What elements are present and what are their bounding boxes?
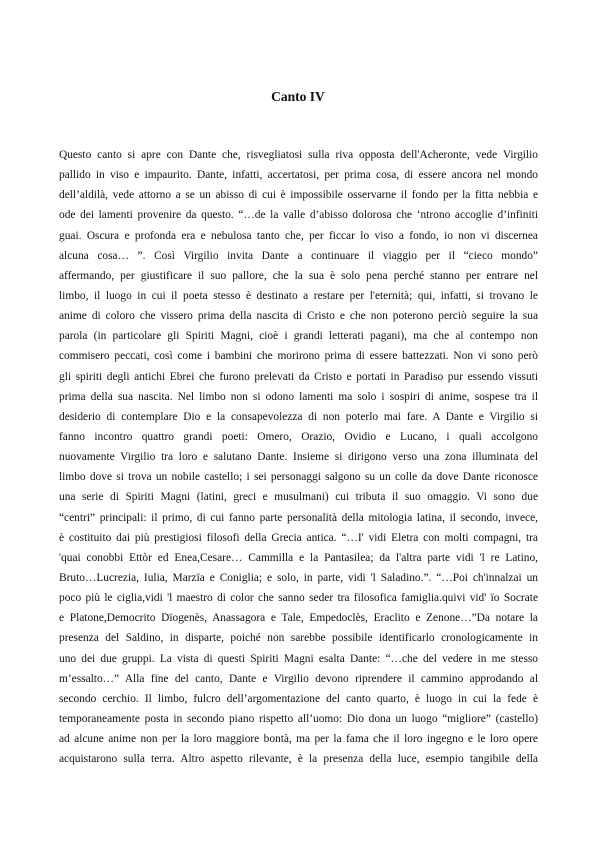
text-line: pallido in viso e impaurito. Dante, infatti, accertatosi, per prima cosa, di essere ancora nel mondo [59, 169, 538, 182]
text-line: m’essalto…” Alla fine del canto, Dante e Virgilio devono riprendere il cammino approdando al [59, 672, 538, 685]
text-line: nuovamente Virgilio tra loro e salutano Dante. Insieme si dirigono verso una zona illuminata del [59, 451, 538, 464]
text-line: secondo cerchio. Il limbo, fulcro dell’argomentazione del canto quarto, è luogo in cui la fede è [59, 692, 538, 705]
text-line: poco più le ciglia,vidi 'l maestro di color che sanno seder tra filosofica famiglia.quivi vid' ïo Socrate [59, 592, 538, 605]
text-line: è costituito dai più prestigiosi filosofi della Grecia antica. “…I' vidi Eletra con molti compagni, tra [59, 531, 538, 544]
text-line: una serie di Spiriti Magni (latini, greci e musulmani) cui tributa il suo omaggio. Vi sono due [59, 491, 538, 504]
text-line: fanno incontro quattro grandi poeti: Omero, Orazio, Ovidio e Lucano, i quali accolgono [59, 430, 538, 443]
page-title: Canto IV [271, 89, 325, 104]
text-line: guai. Oscura e profonda era e nebulosa tanto che, per ficcar lo viso a fondo, io non vi discernea [59, 229, 538, 242]
text-line: limbo dove si trova un nobile castello; i sei personaggi salgono su un colle da dove Dante riconosce [59, 471, 538, 484]
text-line: ad alcune anime non per la loro maggiore bontà, ma per la fama che il loro ingegno e le loro opere [59, 733, 538, 746]
text-line: Questo canto si apre con Dante che, risvegliatosi sulla riva opposta dell'Acheronte, vede Virgilio [59, 149, 538, 161]
text-line: presenza del Saldino, in disparte, poiché non sarebbe possibile identificarlo cronologicamente in [59, 632, 538, 645]
text-line: e Platone,Democrito Dïogenès, Anassagora e Tale, Empedoclès, Eraclito e Zenone…”Da notare la [59, 612, 538, 625]
text-line: “centri” principali: il primo, di cui fanno parte personalità della mitologia latina, il secondo, invece, [59, 511, 538, 524]
text-line: alcuna cosa… ”. Così Virgilio invita Dante a continuare il viaggio per il “cieco mondo” [59, 249, 538, 262]
text-line: gli spiriti degli antichi Ebrei che furono prelevati da Cristo e portati in Paradiso pur essendo vissuti [59, 370, 538, 383]
text-line: commisero peccati, così come i bambini che morirono prima di essere battezzati. Non vi sono però [59, 350, 538, 363]
text-line: Bruto…Lucrezia, Iulia, Marzïa e Coniglia; e solo, in parte, vidi 'l Saladino.”. “…Poi ch'innalzai un [59, 571, 538, 584]
text-line: limbo, il luogo in cui il poeta stesso è destinato a restare per l'eternità; qui, infatti, si trovano le [59, 289, 538, 302]
text-line: uno dei due gruppi. La vista di questi Spiriti Magni esalta Dante: “…che del vedere in me stesso [59, 652, 538, 665]
text-line: 'quai conobbi Ettòr ed Enea,Cesare… Cammilla e la Pantasilea; da l'altra parte vidi 'l re Latino, [59, 551, 538, 564]
text-line: temporaneamente posta in secondo piano rispetto all’uomo: Dio dona un luogo “migliore” (castello) [59, 712, 538, 725]
text-line: affermando, per giustificare il suo pallore, che la sua è solo pena perché stanno per entrare nel [59, 269, 538, 282]
text-line: prima della sua nascita. Nel limbo non si odono lamenti ma solo i sospiri di anime, sospese tra il [59, 390, 538, 403]
text-line: anime di coloro che vissero prima della nascita di Cristo e che non poterono perciò seguire la sua [59, 310, 538, 323]
text-line: ode dei lamenti provenire da questo. “…de la valle d’abisso dolorosa che ‘ntrono accoglie d’infiniti [59, 209, 538, 222]
text-line: desiderio di contemplare Dio e la consapevolezza di non poterlo mai fare. A Dante e Virgilio si [59, 410, 538, 423]
text-line: acquistarono sulla terra. Altro aspetto rilevante, è la presenza della luce, esempio tangibile della [59, 753, 538, 766]
text-line: parola (in particolare gli Spiriti Magni, cioè i grandi letterati pagani), ma che al contempo non [59, 330, 538, 343]
text-line: dell’aldilà, vede attorno a se un abisso di cui è impossibile osservarne il fondo per la fitta nebbia e [59, 189, 538, 202]
body-paragraph [59, 145, 538, 769]
